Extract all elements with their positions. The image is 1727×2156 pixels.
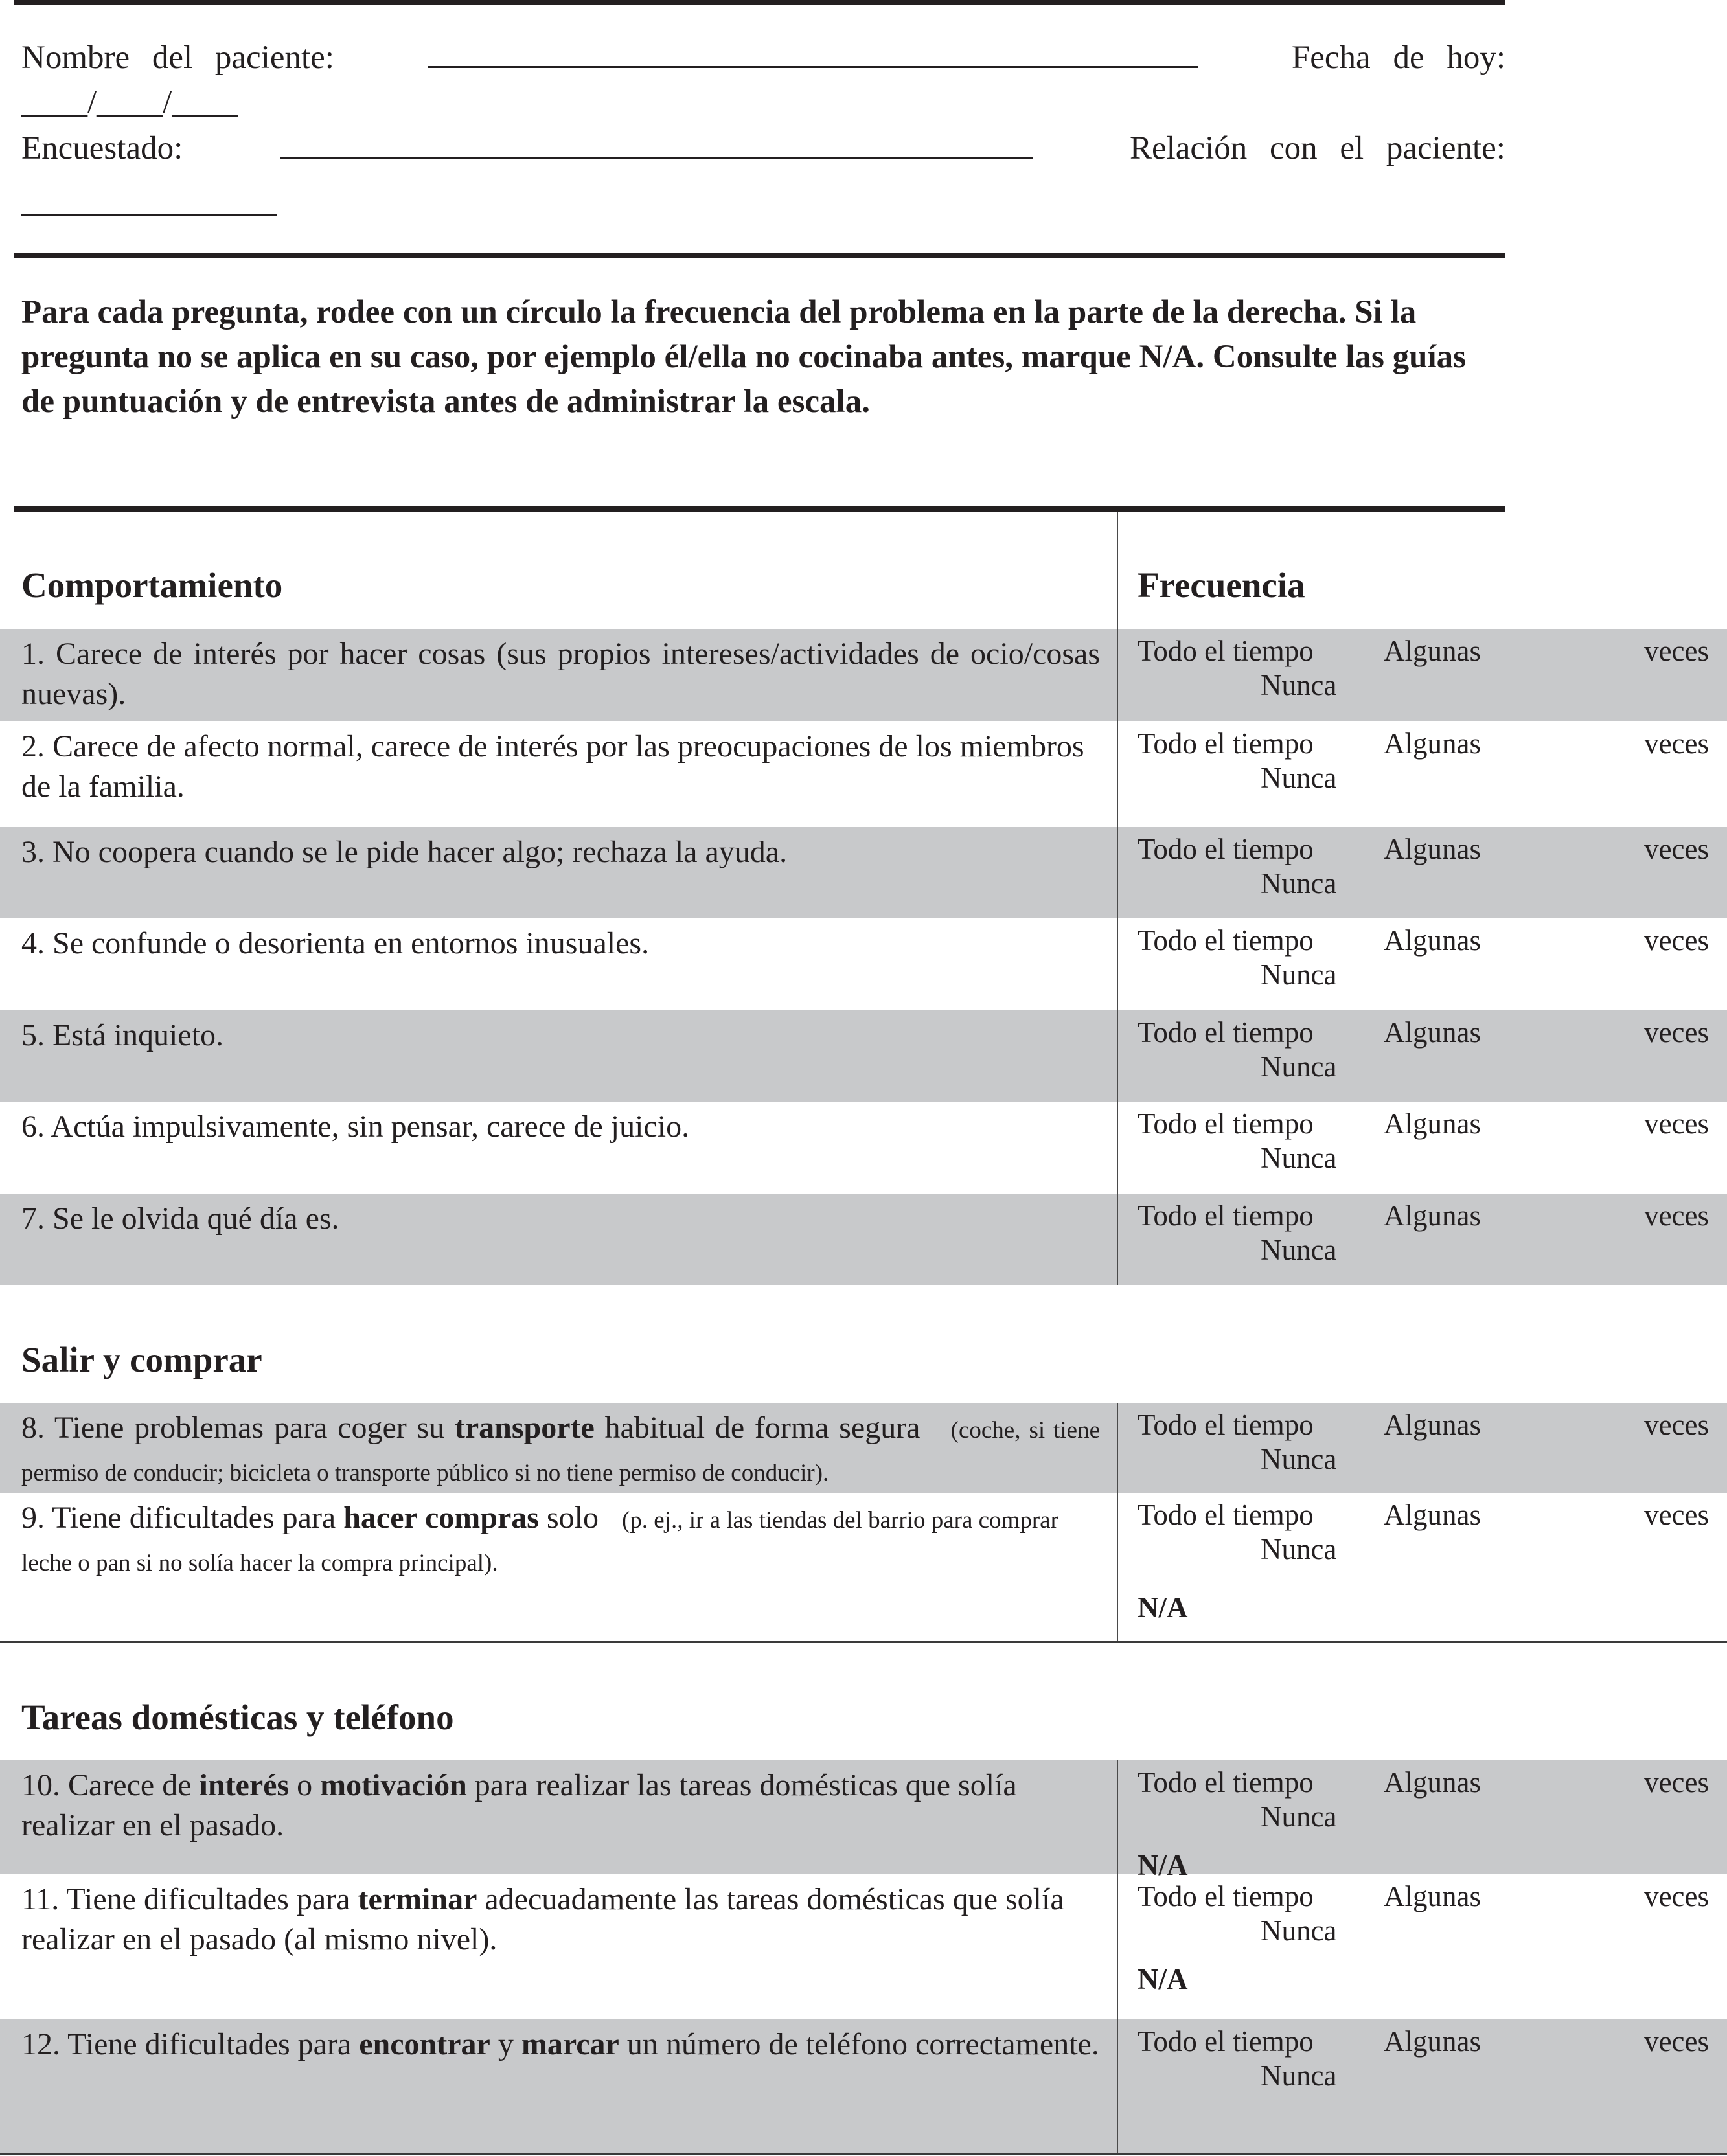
option-all-the-time[interactable]: Todo el tiempo [1138,727,1314,760]
table-row [0,827,1727,918]
patient-name-field[interactable] [428,38,1198,68]
question-12: 12. Tiene dificultades para encontrar y marcar un número de teléfono correctamente. [21,2027,1099,2061]
option-some[interactable]: Algunas [1384,1880,1481,1912]
section-bottom-line [0,1641,1727,1643]
option-times[interactable]: veces [1644,2025,1709,2058]
table-row [0,629,1727,721]
option-na[interactable]: N/A [1138,1591,1188,1624]
frequency-options [1138,1408,1714,1486]
frequency-options [1138,1498,1714,1624]
option-all-the-time[interactable]: Todo el tiempo [1138,635,1314,667]
option-times[interactable]: veces [1644,1016,1709,1049]
option-times[interactable]: veces [1644,1199,1709,1232]
option-times[interactable]: veces [1644,1107,1709,1140]
option-never[interactable]: Nunca [1261,1443,1337,1475]
option-some[interactable]: Algunas [1384,1766,1481,1799]
column-header-behavior: Comportamiento [21,565,283,605]
table-row [0,1874,1727,2019]
frequency-options [1138,924,1714,1001]
table-row [0,1010,1727,1102]
question-5: 5. Está inquieto. [21,1018,223,1052]
option-some[interactable]: Algunas [1384,1016,1481,1049]
column-divider [1117,512,1118,1285]
frequency-options [1138,832,1714,910]
respondent-row [21,128,1505,167]
option-na[interactable]: N/A [1138,1963,1188,1995]
option-times[interactable]: veces [1644,1499,1709,1531]
option-times[interactable]: veces [1644,833,1709,865]
frequency-options [1138,634,1714,712]
option-times[interactable]: veces [1644,727,1709,760]
option-times[interactable]: veces [1644,924,1709,957]
option-all-the-time[interactable]: Todo el tiempo [1138,1499,1314,1531]
column-header-frequency: Frecuencia [1138,565,1305,605]
option-all-the-time[interactable]: Todo el tiempo [1138,1107,1314,1140]
option-never[interactable]: Nunca [1261,1050,1337,1083]
option-all-the-time[interactable]: Todo el tiempo [1138,1409,1314,1441]
option-never[interactable]: Nunca [1261,1142,1337,1174]
question-10: 10. Carece de interés o motivación para realizar las tareas domésticas que solía realizar en el pasado. [21,1768,1017,1843]
option-times[interactable]: veces [1644,1880,1709,1912]
table-row [0,1102,1727,1194]
date-field[interactable]: ____/____/____ [21,84,238,120]
frequency-options [1138,1765,1714,1881]
table-row [0,721,1727,827]
section-title-going-out: Salir y comprar [21,1340,262,1379]
option-never[interactable]: Nunca [1261,2060,1337,2092]
question-2: 2. Carece de afecto normal, carece de interés por las preocupaciones de los miembros de la familia. [21,729,1084,804]
option-na[interactable]: N/A [1138,1849,1188,1881]
option-some[interactable]: Algunas [1384,1107,1481,1140]
option-never[interactable]: Nunca [1261,867,1337,900]
table-row [0,1403,1727,1493]
column-divider [1117,1760,1118,2154]
question-7: 7. Se le olvida qué día es. [21,1201,339,1236]
option-never[interactable]: Nunca [1261,762,1337,794]
frequency-options [1138,1199,1714,1277]
table-row [0,1194,1727,1285]
patient-name-label: Nombre del paciente: [21,40,334,76]
option-never[interactable]: Nunca [1261,669,1337,701]
option-some[interactable]: Algunas [1384,1499,1481,1531]
option-all-the-time[interactable]: Todo el tiempo [1138,1199,1314,1232]
option-never[interactable]: Nunca [1261,1800,1337,1833]
question-3: 3. No coopera cuando se le pide hacer algo; rechaza la ayuda. [21,835,788,869]
question-11: 11. Tiene dificultades para terminar adecuadamente las tareas domésticas que solía realizar en el pasado (al mismo nivel). [21,1882,1064,1957]
option-some[interactable]: Algunas [1384,1409,1481,1441]
option-all-the-time[interactable]: Todo el tiempo [1138,2025,1314,2058]
option-never[interactable]: Nunca [1261,1533,1337,1565]
frequency-options [1138,727,1714,804]
option-never[interactable]: Nunca [1261,959,1337,991]
question-9: 9. Tiene dificultades para hacer compras solo (p. ej., ir a las tiendas del barrio para comprar leche o pan si no solía hacer la compra principal). [21,1501,1058,1576]
table-bottom-line [0,2153,1727,2155]
frequency-options [1138,1879,1714,1995]
option-all-the-time[interactable]: Todo el tiempo [1138,924,1314,957]
question-4: 4. Se confunde o desorienta en entornos inusuales. [21,926,650,960]
table-row [0,918,1727,1010]
section-title-household: Tareas domésticas y teléfono [21,1697,454,1737]
header-divider-rule [14,253,1505,258]
table-top-rule [14,506,1505,512]
option-times[interactable]: veces [1644,635,1709,667]
question-6: 6. Actúa impulsivamente, sin pensar, carece de juicio. [21,1109,690,1144]
option-all-the-time[interactable]: Todo el tiempo [1138,1016,1314,1049]
table-row [0,1760,1727,1881]
relationship-label: Relación con el paciente: [1129,130,1505,166]
column-divider [1117,1403,1118,1642]
option-some[interactable]: Algunas [1384,924,1481,957]
instructions-text: Para cada pregunta, rodee con un círculo la frecuencia del problema en la parte de la derecha. Si la pregunta no se aplica en su caso, por ejemplo él/ella no cocinaba antes, marque N/A. Consulte las guías de puntuación y de entrevista antes de administrar la escala. [21,294,1466,420]
respondent-field[interactable] [280,128,1033,159]
patient-name-row [21,38,1505,76]
option-never[interactable]: Nunca [1261,1914,1337,1947]
option-some[interactable]: Algunas [1384,1199,1481,1232]
option-some[interactable]: Algunas [1384,833,1481,865]
option-all-the-time[interactable]: Todo el tiempo [1138,1880,1314,1912]
option-all-the-time[interactable]: Todo el tiempo [1138,833,1314,865]
top-rule [14,0,1505,5]
question-1: 1. Carece de interés por hacer cosas (sus propios intereses/actividades de ocio/cosas nuevas). [21,637,1101,711]
option-some[interactable]: Algunas [1384,727,1481,760]
frequency-options [1138,1016,1714,1093]
respondent-label: Encuestado: [21,130,183,166]
option-times[interactable]: veces [1644,1766,1709,1799]
option-some[interactable]: Algunas [1384,635,1481,667]
question-8: 8. Tiene problemas para coger su transporte habitual de forma segura (coche, si tiene permiso de conducir; bicicleta o transporte público si no tiene permiso de conducir). [21,1411,1100,1486]
option-some[interactable]: Algunas [1384,2025,1481,2058]
option-never[interactable]: Nunca [1261,1234,1337,1266]
table-row [0,1493,1727,1642]
frequency-options [1138,1107,1714,1185]
option-all-the-time[interactable]: Todo el tiempo [1138,1766,1314,1799]
relationship-field[interactable] [21,188,277,216]
table-row [0,2019,1727,2154]
option-times[interactable]: veces [1644,1409,1709,1441]
frequency-options [1138,2025,1714,2102]
date-label: Fecha de hoy: [1291,40,1505,76]
